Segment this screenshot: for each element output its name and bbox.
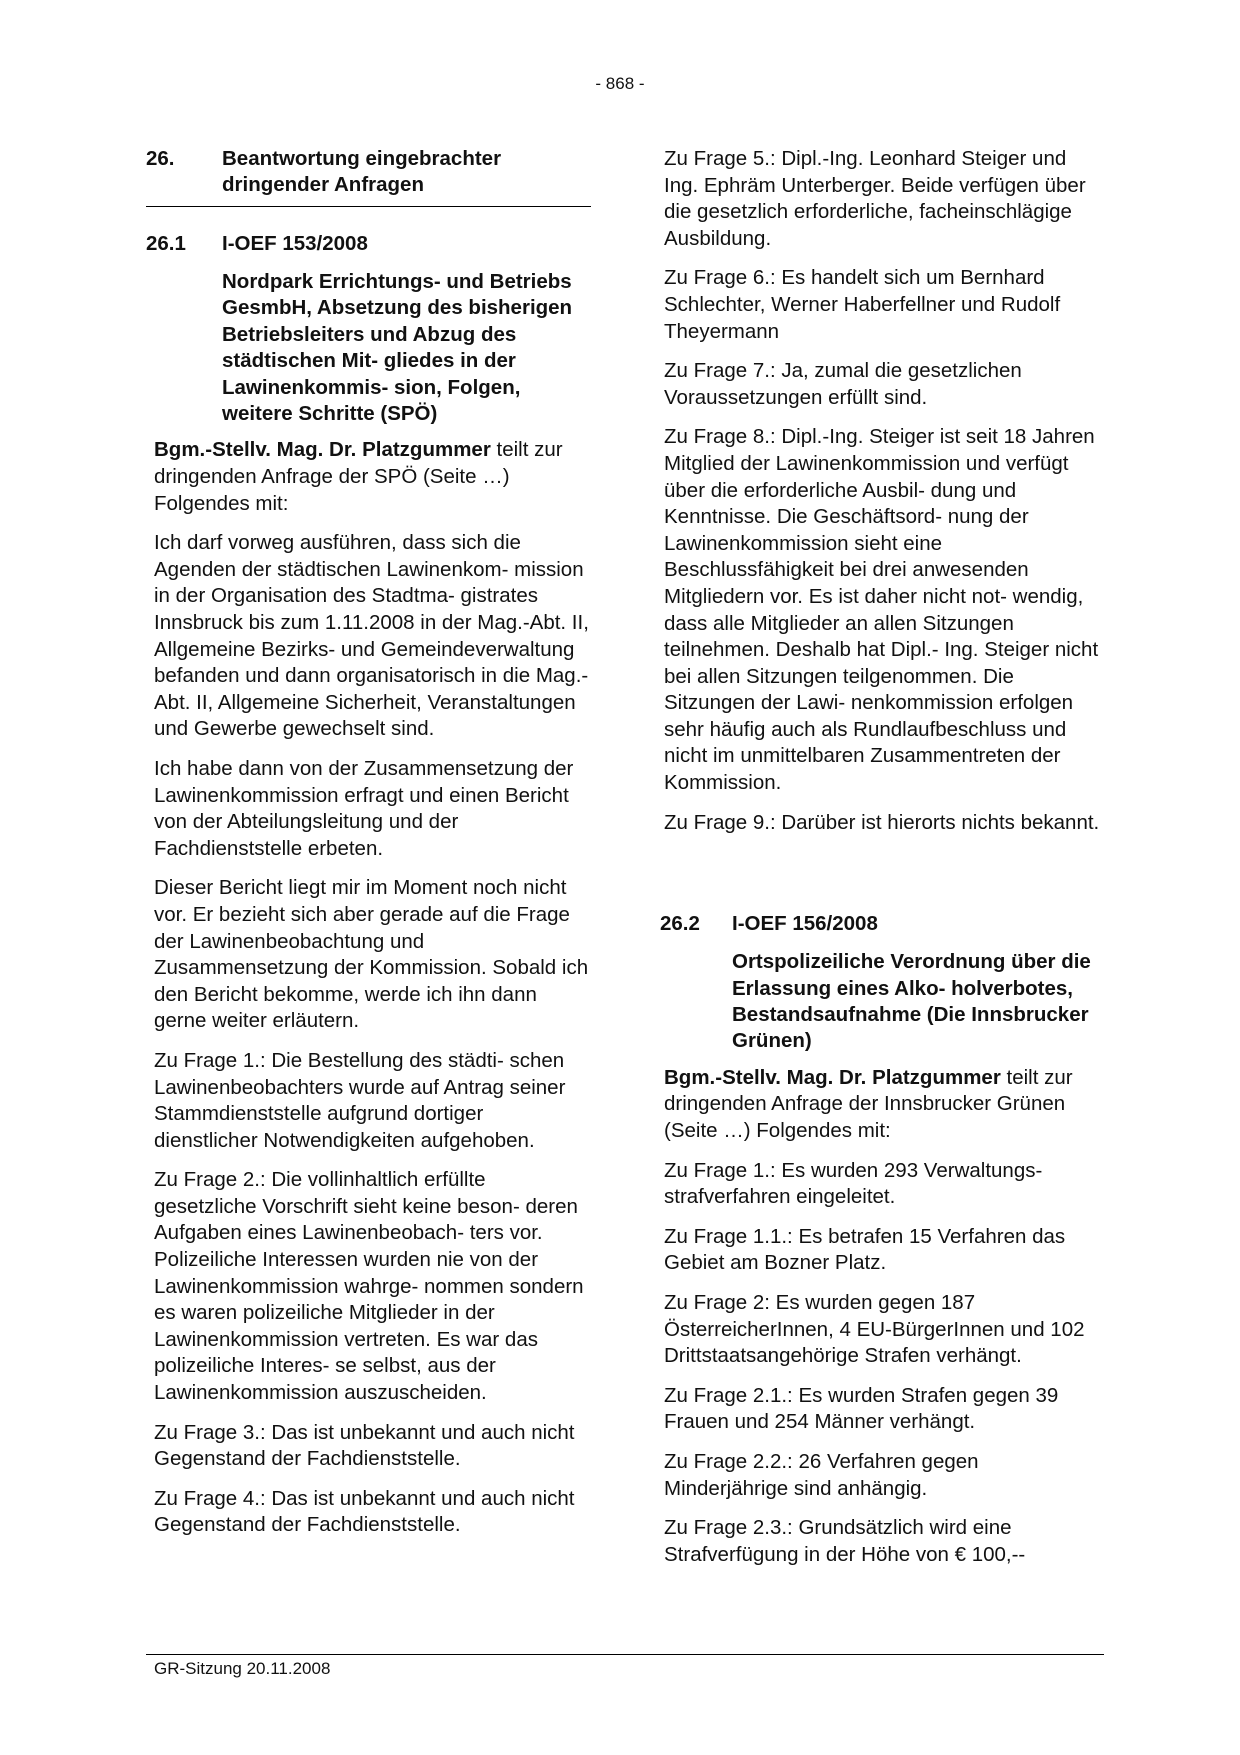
subsection-2-heading [660, 911, 1104, 937]
subsection-2-intro [664, 1065, 1104, 1145]
answer: Zu Frage 2.2.: 26 Verfahren gegen Minderjährige sind anhängig. [664, 1450, 979, 1500]
answer: Zu Frage 1.1.: Es betrafen 15 Verfahren das Gebiet am Bozner Platz. [664, 1224, 1066, 1275]
subsection-1-number: 26.1 [146, 232, 186, 255]
paragraph: Ich habe dann von der Zusammensetzung der Lawinenkommission erfragt und einen Bericht von der Abteilungsleitung und der Fachdienststelle erbeten. [154, 756, 574, 860]
left-column [146, 146, 591, 1552]
subsection-2-ref: I-OEF 156/2008 [732, 912, 878, 936]
answer-9: Zu Frage 9.: Darüber ist hierorts nichts bekannt. [664, 810, 1100, 834]
answer-7: Zu Frage 7.: Ja, zumal die gesetzlichen Voraussetzungen erfüllt sind. [664, 359, 1022, 409]
paragraph: Ich darf vorweg ausführen, dass sich die Agenden der städtischen Lawinenkom- mission in der Organisation des Stadtma- gistrates Innsbruck bis zum 1.11.2008 in der Mag.-Abt. II, Allgemeine Bezirks- und Gemeindeverwaltung befanden und dann organisatorisch in die Mag.-Abt. II, Allgemeine Sicherheit, Veranstaltungen und Gewerbe gewechselt sind. [154, 531, 589, 741]
answer-2: Zu Frage 2.: Die vollinhaltlich erfüllte gesetzliche Vorschrift sieht keine beson- deren Aufgaben eines Lawinenbeobach- ters vor. Polizeiliche Interessen wurden nie von der Lawinenkommission wahrge- nommen sondern es waren polizeiliche Mitglieder in der Lawinenkommission vertreten. Es war das polizeiliche Interes- se selbst, aus der Lawinenkommission auszuscheiden. [154, 1168, 584, 1405]
speaker-name: Bgm.-Stellv. Mag. Dr. Platzgummer [664, 1065, 1001, 1089]
intro-text: teilt zur dringenden Anfrage der Innsbrucker Grünen (Seite …) Folgendes mit: [664, 1065, 1073, 1143]
footer-session-date: GR-Sitzung 20.11.2008 [154, 1659, 331, 1678]
speaker-name: Bgm.-Stellv. Mag. Dr. Platzgummer [154, 438, 491, 462]
intro-text: teilt zur dringenden Anfrage der SPÖ (Seite …) Folgendes mit: [154, 438, 563, 515]
paragraph: Dieser Bericht liegt mir im Moment noch nicht vor. Er bezieht sich aber gerade auf die Frage der Lawinenbeobachtung und Zusammensetzung der Kommission. Sobald ich den Bericht bekomme, werde ich ihn dann gerne weiter erläutern. [154, 876, 589, 1033]
right-column [660, 146, 1104, 1581]
answer-1: Zu Frage 1.: Die Bestellung des städti- schen Lawinenbeobachters wurde auf Antrag seiner Stammdienststelle aufgrund dortiger dienstlicher Notwendigkeiten aufgehoben. [154, 1048, 566, 1152]
subsection-1-intro [154, 437, 591, 517]
answer: Zu Frage 2.3.: Grundsätzlich wird eine Strafverfügung in der Höhe von € 100,-- [664, 1516, 1026, 1566]
answer-4: Zu Frage 4.: Das ist unbekannt und auch nicht Gegenstand der Fachdienststelle. [154, 1486, 575, 1537]
section-title [222, 146, 501, 198]
subsection-1-ref: I-OEF 153/2008 [222, 232, 368, 255]
subsection-1-heading [146, 231, 591, 257]
answer: Zu Frage 2: Es wurden gegen 187 ÖsterreicherInnen, 4 EU-BürgerInnen und 102 Drittstaatsangehörige Strafen verhängt. [664, 1291, 1085, 1368]
answer-8: Zu Frage 8.: Dipl.-Ing. Steiger ist seit 18 Jahren Mitglied der Lawinenkommission und verfügt über die erforderliche Ausbil- dung und Kenntnisse. Die Geschäftsord- nung der Lawinenkommission sieht eine Beschlussfähigkeit bei drei anwesenden Mitgliedern vor. Es ist daher nicht not- wendig, dass alle Mitglieder an allen Sitzungen teilnehmen. Deshalb hat Dipl.- Ing. Steiger nicht bei allen Sitzungen teilgenommen. Die Sitzungen der Lawi- nenkommission erfolgen sehr häufig auch als Rundlaufbeschluss und nicht im unmittelbaren Zusammentreten der Kommission. [664, 425, 1099, 795]
section-title-line1: Beantwortung eingebrachter [222, 147, 502, 170]
subsection-2-number: 26.2 [660, 912, 700, 936]
answer-5: Zu Frage 5.: Dipl.-Ing. Leonhard Steiger und Ing. Ephräm Unterberger. Beide verfügen über die gesetzlich erforderliche, facheinschlägige Ausbildung. [664, 147, 1086, 250]
section-number: 26. [146, 147, 175, 170]
answer: Zu Frage 2.1.: Es wurden Strafen gegen 39 Frauen und 254 Männer verhängt. [664, 1383, 1059, 1434]
answer-6: Zu Frage 6.: Es handelt sich um Bernhard Schlechter, Werner Haberfellner und Rudolf Theyermann [664, 266, 1061, 343]
answer-3: Zu Frage 3.: Das ist unbekannt und auch nicht Gegenstand der Fachdienststelle. [154, 1420, 575, 1471]
footer-divider [146, 1654, 1104, 1655]
page-number: - 868 - [595, 74, 645, 93]
section-heading [146, 146, 591, 207]
subsection-1-title: Nordpark Errichtungs- und Betriebs GesmbH, Absetzung des bisherigen Betriebsleiters und Abzug des städtischen Mit- gliedes in der Lawinenkommis- sion, Folgen, weitere Schritte (SPÖ) [222, 270, 573, 426]
section-title-line2: dringender Anfragen [222, 173, 424, 196]
subsection-2-title: Ortspolizeiliche Verordnung über die Erlassung eines Alko- holverbotes, Bestandsaufnahme (Die Innsbrucker Grünen) [732, 950, 1091, 1053]
answer: Zu Frage 1.: Es wurden 293 Verwaltungs- strafverfahren eingeleitet. [664, 1158, 1043, 1209]
